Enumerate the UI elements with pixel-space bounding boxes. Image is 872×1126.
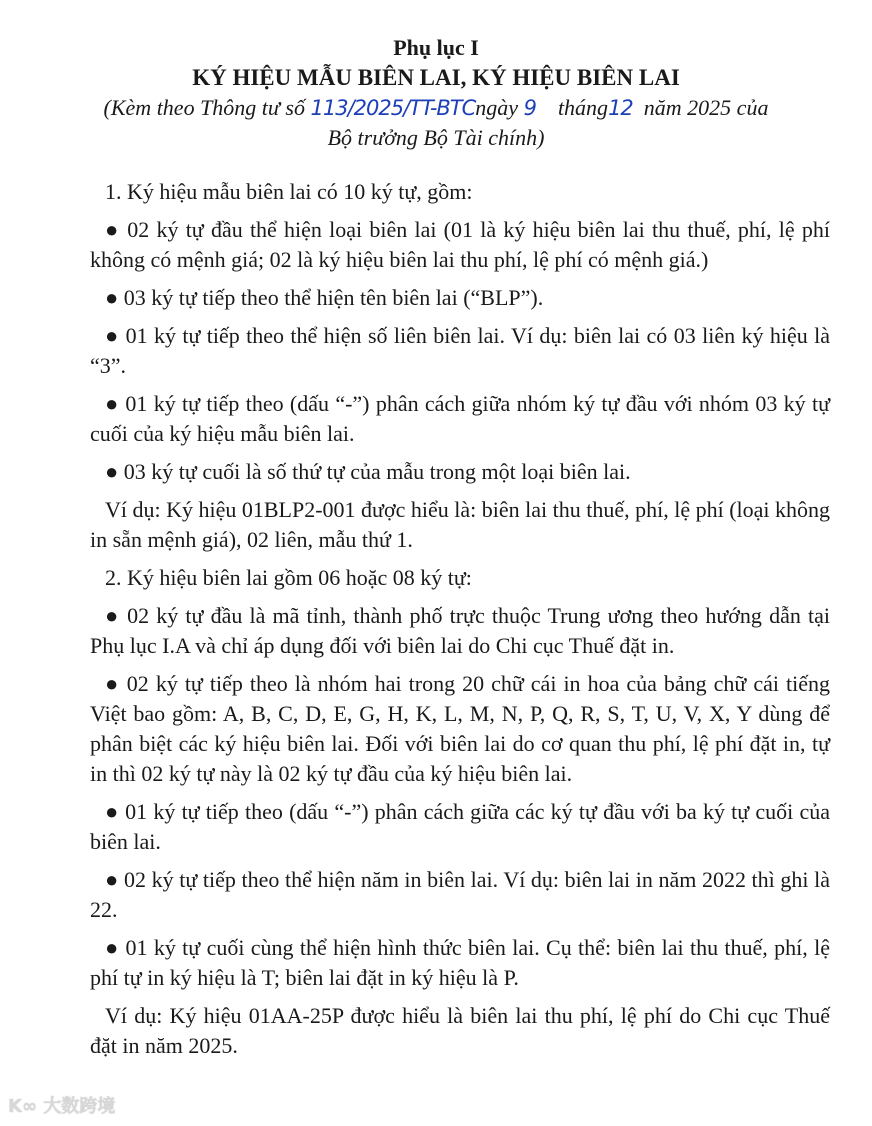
document-subtitle <box>40 93 832 153</box>
subtitle-text: (Kèm theo Thông tư số <box>103 95 305 120</box>
paragraph: ● 01 ký tự tiếp theo (dấu “-”) phân cách giữa các ký tự đầu với ba ký tự cuối của biên lai. <box>90 799 830 854</box>
paragraph: Ví dụ: Ký hiệu 01AA-25P được hiểu là biên lai thu phí, lệ phí do Chi cục Thuế đặt in năm 2025. <box>90 1003 830 1058</box>
paragraph: ● 02 ký tự đầu là mã tỉnh, thành phố trực thuộc Trung ương theo hướng dẫn tại Phụ lục I.A và chỉ áp dụng đối với biên lai do Chi cục Thuế đặt in. <box>90 603 830 658</box>
watermark-text: 大数跨境 <box>43 1096 116 1117</box>
document-body <box>90 177 830 1069</box>
paragraph: ● 01 ký tự tiếp theo (dấu “-”) phân cách giữa nhóm ký tự đầu với nhóm 03 ký tự cuối của ký hiệu mẫu biên lai. <box>90 391 830 446</box>
paragraph: ● 01 ký tự tiếp theo thể hiện số liên biên lai. Ví dụ: biên lai có 03 liên ký hiệu là “3”. <box>90 323 830 378</box>
appendix-label: Phụ lục I <box>393 35 479 60</box>
watermark-logo <box>8 1092 115 1118</box>
paragraph: 1. Ký hiệu mẫu biên lai có 10 ký tự, gồm: <box>105 179 473 204</box>
subtitle-text: năm 2025 của <box>643 95 769 120</box>
subtitle-text: ngày <box>475 95 519 120</box>
watermark-icon: K∞ <box>8 1096 37 1117</box>
paragraph: Ví dụ: Ký hiệu 01BLP2-001 được hiểu là: biên lai thu thuế, phí, lệ phí (loại không in sẵn mệnh giá), 02 liên, mẫu thứ 1. <box>90 497 831 552</box>
handwritten-month: 12 <box>608 96 633 120</box>
paragraph: ● 02 ký tự tiếp theo là nhóm hai trong 20 chữ cái in hoa của bảng chữ cái tiếng Việt bao gồm: A, B, C, D, E, G, H, K, L, M, N, P, Q, R, S, T, U, V, X, Y dùng để phân biệt các ký hiệu biên lai. Đối với biên lai do cơ quan thu phí, lệ phí đặt in, tự in thì 02 ký tự này là 02 ký tự đầu của ký hiệu biên lai. <box>90 671 830 786</box>
subtitle-text: Bộ trưởng Bộ Tài chính) <box>327 125 545 150</box>
paragraph: 2. Ký hiệu biên lai gồm 06 hoặc 08 ký tự: <box>105 565 472 590</box>
subtitle-text: tháng <box>557 95 609 120</box>
handwritten-day: 9 <box>523 96 536 120</box>
paragraph: ● 03 ký tự cuối là số thứ tự của mẫu trong một loại biên lai. <box>105 459 631 484</box>
document-header <box>0 0 872 153</box>
paragraph: ● 02 ký tự tiếp theo thể hiện năm in biên lai. Ví dụ: biên lai in năm 2022 thì ghi là 22. <box>90 867 830 922</box>
document-title: KÝ HIỆU MẪU BIÊN LAI, KÝ HIỆU BIÊN LAI <box>192 65 680 90</box>
paragraph: ● 01 ký tự cuối cùng thể hiện hình thức biên lai. Cụ thể: biên lai thu thuế, phí, lệ phí tự in ký hiệu là T; biên lai đặt in ký hiệu là P. <box>90 935 830 990</box>
paragraph: ● 03 ký tự tiếp theo thể hiện tên biên lai (“BLP”). <box>105 285 544 310</box>
paragraph: ● 02 ký tự đầu thể hiện loại biên lai (01 là ký hiệu biên lai thu thuế, phí, lệ phí không có mệnh giá; 02 là ký hiệu biên lai thu phí, lệ phí có mệnh giá.) <box>90 217 830 272</box>
handwritten-circular-number: 113/2025/TT-BTC <box>310 96 476 120</box>
